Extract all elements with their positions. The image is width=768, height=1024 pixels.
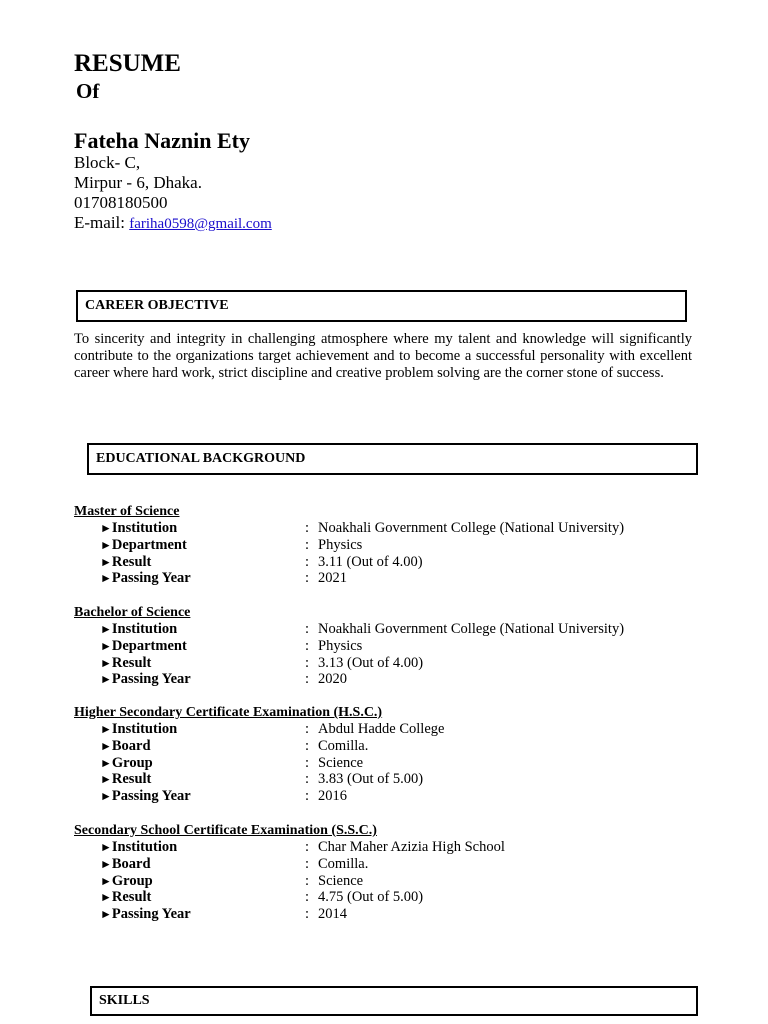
detail-label bbox=[100, 856, 151, 873]
education-detail-row bbox=[100, 655, 700, 672]
detail-value: Physics bbox=[318, 536, 363, 553]
detail-label-text: Result bbox=[111, 553, 152, 570]
education-detail-row bbox=[100, 721, 700, 738]
detail-label-text: Passing Year bbox=[111, 671, 191, 688]
detail-colon: : bbox=[305, 570, 310, 587]
education-detail-row bbox=[100, 873, 700, 890]
career-objective-text: To sincerity and integrity in challenging atmosphere where my talent and knowledge will significantly contribute to the organizations target achievement and to become a successful personality with excellent career where hard work, strict discipline and creative problem solving are the corner stone of success. bbox=[74, 331, 692, 381]
detail-colon: : bbox=[305, 889, 310, 906]
detail-value: Noakhali Government College (National University) bbox=[318, 621, 625, 637]
detail-colon: : bbox=[305, 520, 310, 536]
detail-label bbox=[100, 621, 177, 638]
degree-title: Higher Secondary Certificate Examination (H.S.C.) bbox=[74, 705, 383, 720]
arrow-bullet-icon: ► bbox=[100, 890, 112, 905]
detail-colon: : bbox=[305, 855, 310, 872]
arrow-bullet-icon: ► bbox=[100, 840, 112, 854]
education-detail-row bbox=[100, 671, 700, 688]
detail-value: Comilla. bbox=[318, 855, 369, 872]
detail-colon: : bbox=[305, 771, 310, 788]
arrow-bullet-icon: ► bbox=[100, 537, 112, 552]
detail-label-text: Group bbox=[111, 754, 153, 771]
detail-label bbox=[100, 788, 191, 805]
candidate-name: Fateha Naznin Ety bbox=[74, 128, 250, 153]
detail-colon: : bbox=[305, 654, 310, 671]
detail-label-text: Result bbox=[111, 771, 152, 788]
educational-background-heading: EDUCATIONAL BACKGROUND bbox=[87, 443, 698, 475]
email-link[interactable]: fariha0598@gmail.com bbox=[129, 216, 272, 232]
detail-label-text: Board bbox=[111, 855, 151, 872]
detail-label bbox=[100, 873, 153, 890]
detail-label bbox=[100, 570, 191, 587]
detail-value: 3.13 (Out of 4.00) bbox=[318, 654, 424, 671]
detail-label-text: Board bbox=[111, 737, 151, 754]
detail-label-text: Institution bbox=[111, 520, 178, 536]
detail-colon: : bbox=[305, 788, 310, 805]
detail-label-text: Institution bbox=[111, 721, 178, 737]
detail-label-text: Result bbox=[111, 654, 152, 671]
detail-colon: : bbox=[305, 906, 310, 923]
detail-colon: : bbox=[305, 621, 310, 637]
career-objective-heading: CAREER OBJECTIVE bbox=[76, 290, 687, 322]
detail-label bbox=[100, 839, 177, 856]
arrow-bullet-icon: ► bbox=[100, 554, 112, 569]
arrow-bullet-icon: ► bbox=[100, 672, 112, 687]
detail-label-text: Passing Year bbox=[111, 570, 191, 587]
arrow-bullet-icon: ► bbox=[100, 755, 112, 770]
education-detail-row bbox=[100, 889, 700, 906]
detail-colon: : bbox=[305, 721, 310, 737]
detail-colon: : bbox=[305, 536, 310, 553]
detail-value: 4.75 (Out of 5.00) bbox=[318, 889, 424, 906]
address-line-1: Block- C, bbox=[74, 153, 141, 172]
arrow-bullet-icon: ► bbox=[100, 722, 112, 736]
detail-label bbox=[100, 655, 151, 672]
detail-label bbox=[100, 638, 187, 655]
detail-value: 2020 bbox=[318, 671, 347, 688]
arrow-bullet-icon: ► bbox=[100, 873, 112, 888]
education-detail-row bbox=[100, 554, 700, 571]
education-detail-row bbox=[100, 788, 700, 805]
detail-label-text: Department bbox=[111, 637, 187, 654]
resume-title: RESUME bbox=[74, 50, 181, 77]
detail-value: Comilla. bbox=[318, 737, 369, 754]
education-detail-row bbox=[100, 771, 700, 788]
detail-value: Char Maher Azizia High School bbox=[318, 839, 505, 855]
degree-title: Secondary School Certificate Examination (S.S.C.) bbox=[74, 823, 377, 838]
detail-label bbox=[100, 755, 153, 772]
detail-label-text: Passing Year bbox=[111, 906, 191, 923]
education-detail-row bbox=[100, 839, 700, 856]
skills-heading: SKILLS bbox=[90, 986, 698, 1016]
education-detail-row bbox=[100, 738, 700, 755]
arrow-bullet-icon: ► bbox=[100, 856, 112, 871]
education-detail-row bbox=[100, 537, 700, 554]
detail-value: Science bbox=[318, 754, 364, 771]
detail-label bbox=[100, 771, 151, 788]
arrow-bullet-icon: ► bbox=[100, 571, 112, 586]
education-detail-row bbox=[100, 520, 700, 537]
detail-label bbox=[100, 906, 191, 923]
degree-title: Master of Science bbox=[74, 504, 180, 519]
detail-colon: : bbox=[305, 737, 310, 754]
detail-label-text: Group bbox=[111, 872, 153, 889]
detail-value: Science bbox=[318, 872, 364, 889]
detail-label bbox=[100, 554, 151, 571]
arrow-bullet-icon: ► bbox=[100, 789, 112, 804]
detail-label bbox=[100, 889, 151, 906]
phone-number: 01708180500 bbox=[74, 193, 168, 212]
detail-label-text: Institution bbox=[111, 839, 178, 855]
detail-colon: : bbox=[305, 839, 310, 855]
detail-value: 3.83 (Out of 5.00) bbox=[318, 771, 424, 788]
detail-label bbox=[100, 721, 177, 738]
education-detail-row bbox=[100, 621, 700, 638]
education-detail-row bbox=[100, 856, 700, 873]
education-detail-row bbox=[100, 638, 700, 655]
detail-value: Physics bbox=[318, 637, 363, 654]
degree-title: Bachelor of Science bbox=[74, 605, 191, 620]
detail-value: 3.11 (Out of 4.00) bbox=[318, 553, 423, 570]
detail-label-text: Result bbox=[111, 889, 152, 906]
detail-colon: : bbox=[305, 754, 310, 771]
detail-colon: : bbox=[305, 553, 310, 570]
detail-value: 2021 bbox=[318, 570, 347, 587]
email-line bbox=[74, 213, 272, 234]
arrow-bullet-icon: ► bbox=[100, 521, 112, 535]
resume-of-label: Of bbox=[76, 79, 100, 103]
email-label: E-mail: bbox=[74, 213, 130, 232]
detail-label-text: Department bbox=[111, 536, 187, 553]
address-line-2: Mirpur - 6, Dhaka. bbox=[74, 173, 202, 192]
detail-label bbox=[100, 738, 151, 755]
detail-value: 2014 bbox=[318, 906, 347, 923]
detail-label-text: Institution bbox=[111, 621, 178, 637]
detail-label-text: Passing Year bbox=[111, 788, 191, 805]
detail-label bbox=[100, 520, 177, 537]
detail-value: 2016 bbox=[318, 788, 347, 805]
detail-colon: : bbox=[305, 671, 310, 688]
detail-value: Noakhali Government College (National University) bbox=[318, 520, 625, 536]
arrow-bullet-icon: ► bbox=[100, 622, 112, 636]
detail-label bbox=[100, 671, 191, 688]
detail-value: Abdul Hadde College bbox=[318, 721, 445, 737]
arrow-bullet-icon: ► bbox=[100, 738, 112, 753]
detail-colon: : bbox=[305, 637, 310, 654]
education-detail-row bbox=[100, 906, 700, 923]
arrow-bullet-icon: ► bbox=[100, 655, 112, 670]
detail-label bbox=[100, 537, 187, 554]
arrow-bullet-icon: ► bbox=[100, 638, 112, 653]
detail-colon: : bbox=[305, 872, 310, 889]
arrow-bullet-icon: ► bbox=[100, 907, 112, 922]
education-detail-row bbox=[100, 755, 700, 772]
education-detail-row bbox=[100, 570, 700, 587]
arrow-bullet-icon: ► bbox=[100, 772, 112, 787]
